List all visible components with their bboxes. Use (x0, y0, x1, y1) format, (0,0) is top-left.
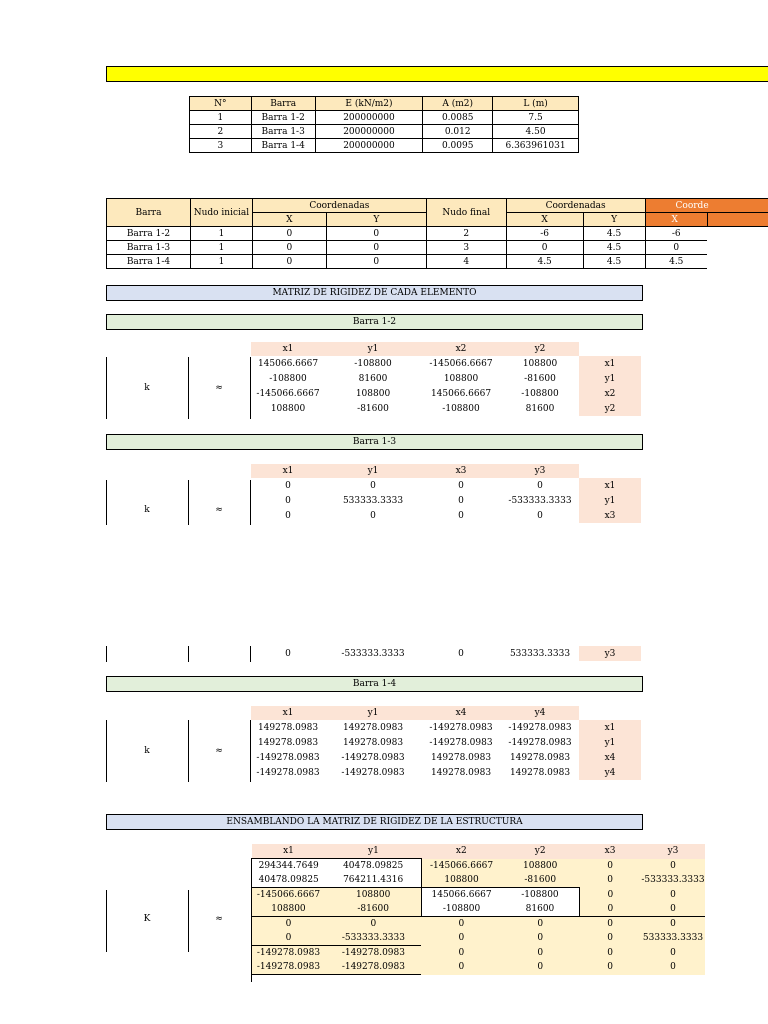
section-element-stiffness: MATRIZ DE RIGIDEZ DE CADA ELEMENTO (106, 285, 643, 301)
cell: 149278.0983 (509, 752, 571, 763)
cell-blank (707, 227, 768, 241)
header-length: L (m) (493, 97, 579, 111)
header-coordenadas-extra: Coorde (645, 199, 768, 213)
approx-symbol: ≈ (215, 914, 223, 924)
cell: 4.5 (506, 255, 583, 269)
col-label: y1 (325, 464, 421, 478)
cell: 0 (252, 255, 326, 269)
table-row (251, 401, 641, 416)
table-row (252, 859, 706, 874)
cell: -149278.0983 (508, 722, 572, 733)
col-label: y1 (325, 706, 421, 720)
cell: 200000000 (315, 111, 423, 125)
cell: 2 (190, 125, 252, 139)
cell: 533333.3333 (641, 931, 705, 946)
row-label: x2 (579, 386, 641, 401)
cell: -149278.0983 (508, 737, 572, 748)
header-x: X (645, 213, 707, 227)
row-label: y4 (579, 765, 641, 780)
cell: 108800 (522, 358, 558, 369)
title-band (106, 66, 768, 82)
col-label: x3 (579, 844, 641, 859)
header-x: X (252, 213, 326, 227)
header-y: Y (583, 213, 645, 227)
table-row (252, 931, 706, 946)
cell: -149278.0983 (341, 767, 405, 778)
cell: 0 (501, 946, 579, 961)
cell: 0 (641, 888, 705, 903)
cell: -108800 (521, 388, 559, 399)
table-row (251, 371, 641, 386)
bar13-title: Barra 1-3 (106, 434, 643, 450)
cell: 0 (421, 931, 501, 946)
table-row (252, 888, 706, 903)
table-row (252, 902, 706, 917)
cell: 108800 (443, 373, 479, 384)
table-row (251, 508, 641, 523)
table-row (252, 873, 706, 888)
row-label: x1 (579, 356, 641, 371)
table-row (190, 139, 579, 153)
cell: -108800 (354, 358, 392, 369)
cell: 0 (326, 241, 426, 255)
cell: 0 (458, 510, 464, 521)
cell: 1 (190, 111, 252, 125)
cell: 0 (285, 480, 291, 491)
cell: 0 (537, 510, 543, 521)
col-label-blank (579, 464, 641, 478)
cell: 145066.6667 (430, 388, 492, 399)
row-label: x1 (579, 478, 641, 493)
table-row (107, 255, 768, 269)
cell: 149278.0983 (257, 722, 319, 733)
cell: 108800 (252, 902, 326, 917)
bar13-matrix-continued (251, 646, 641, 661)
cell: 0 (501, 960, 579, 975)
row-label: x4 (579, 750, 641, 765)
cell: 0 (285, 495, 291, 506)
cell: 4 (426, 255, 506, 269)
bar12-matrix (251, 342, 641, 416)
cell: 0.012 (423, 125, 493, 139)
approx-symbol: ≈ (215, 746, 223, 756)
cell: 0 (458, 648, 464, 659)
header-y: Y (326, 213, 426, 227)
table-row (251, 720, 641, 735)
cell: 81600 (525, 403, 555, 414)
cell: 0 (252, 241, 326, 255)
matrix-header-row (252, 844, 706, 859)
cell: 81600 (358, 373, 388, 384)
cell: -533333.3333 (325, 931, 421, 946)
matrix-header-row (251, 342, 641, 356)
cell: -533333.3333 (641, 873, 705, 888)
cell: 0 (370, 510, 376, 521)
k-symbol: k (144, 383, 150, 393)
col-label: x1 (251, 342, 325, 356)
header-modulus: E (kN/m2) (315, 97, 423, 111)
cell: Barra 1-2 (107, 227, 191, 241)
section-assembly: ENSAMBLANDO LA MATRIZ DE RIGIDEZ DE LA ESTRUCTURA (106, 814, 643, 830)
cell: 0 (285, 510, 291, 521)
cell: 200000000 (315, 125, 423, 139)
bar12-title: Barra 1-2 (106, 314, 643, 330)
col-label: x1 (251, 706, 325, 720)
cell: 108800 (355, 388, 391, 399)
table-row (252, 960, 706, 975)
cell: -533333.3333 (508, 495, 572, 506)
table-row (251, 493, 641, 508)
cell: 0 (579, 859, 641, 874)
row-label: y3 (579, 646, 641, 661)
k-symbol: k (144, 746, 150, 756)
cell: 0 (458, 495, 464, 506)
cell: -149278.0983 (252, 960, 326, 975)
col-label: x1 (251, 464, 325, 478)
row-label: y1 (579, 493, 641, 508)
cell: 149278.0983 (509, 767, 571, 778)
table-row (251, 750, 641, 765)
cell: 3 (426, 241, 506, 255)
col-label-blank (579, 706, 641, 720)
row-label: y1 (579, 371, 641, 386)
header-x: X (506, 213, 583, 227)
table-row (107, 227, 768, 241)
cell: Barra 1-4 (107, 255, 191, 269)
cell: 0 (579, 888, 641, 903)
cell: 0 (370, 480, 376, 491)
approx-symbol: ≈ (215, 383, 223, 393)
header-nudo-final: Nudo final (426, 199, 506, 227)
cell: -149278.0983 (429, 737, 493, 748)
cell: -149278.0983 (325, 960, 421, 975)
properties-table (189, 96, 579, 153)
cell: -81600 (501, 873, 579, 888)
header-coordenadas-final: Coordenadas (506, 199, 645, 213)
table-row (251, 356, 641, 371)
cell: -149278.0983 (325, 946, 421, 961)
cell: 6.363961031 (493, 139, 579, 153)
cell: 0 (501, 931, 579, 946)
cell: -145066.6667 (421, 859, 501, 874)
k-symbol: k (144, 505, 150, 515)
cell: -145066.6667 (252, 888, 326, 903)
cell: 0 (501, 917, 579, 932)
cell: -149278.0983 (256, 767, 320, 778)
cell: -108800 (442, 403, 480, 414)
cell: 0 (285, 648, 291, 659)
col-label: x2 (421, 844, 501, 859)
cell: 533333.3333 (342, 495, 404, 506)
header-barra: Barra (251, 97, 315, 111)
table-row (190, 125, 579, 139)
cell: 3 (190, 139, 252, 153)
cell: 1 (190, 241, 252, 255)
col-label: y3 (641, 844, 705, 859)
cell: 0 (641, 902, 705, 917)
bracket-line (106, 480, 107, 525)
table-row (107, 241, 768, 255)
table-row (252, 946, 706, 961)
matrix-header-row (251, 464, 641, 478)
cell: 108800 (270, 403, 306, 414)
cell: 108800 (325, 888, 421, 903)
cell: 0 (252, 227, 326, 241)
cell: 0 (641, 859, 705, 874)
cell: 4.5 (645, 255, 707, 269)
table-row (252, 917, 706, 932)
cell: -81600 (357, 403, 389, 414)
bar14-title: Barra 1-4 (106, 676, 643, 692)
cell: Barra 1-3 (251, 125, 315, 139)
cell: 0 (645, 241, 707, 255)
cell: -108800 (269, 373, 307, 384)
cell: 1 (190, 255, 252, 269)
cell: 0 (579, 946, 641, 961)
row-label: x3 (579, 508, 641, 523)
col-label-blank (579, 342, 641, 356)
K-symbol: K (143, 914, 151, 924)
cell: 0 (579, 902, 641, 917)
cell: 145066.6667 (257, 358, 319, 369)
row-label: y1 (579, 735, 641, 750)
cell: -108800 (501, 888, 579, 903)
table-row (251, 386, 641, 401)
cell: 0 (252, 931, 326, 946)
cell: -108800 (421, 902, 501, 917)
cell: -149278.0983 (252, 946, 326, 961)
header-coordenadas-inicial: Coordenadas (252, 199, 426, 213)
col-label: x4 (421, 706, 501, 720)
cell: -81600 (524, 373, 556, 384)
cell: -6 (645, 227, 707, 241)
cell: 149278.0983 (430, 767, 492, 778)
cell: 533333.3333 (509, 648, 571, 659)
cell: -149278.0983 (256, 752, 320, 763)
cell: 149278.0983 (342, 722, 404, 733)
header-blank (707, 213, 768, 227)
matrix-header-row (251, 706, 641, 720)
cell-blank (707, 255, 768, 269)
cell: 81600 (501, 902, 579, 917)
col-label: y2 (501, 342, 579, 356)
cell: 0 (537, 480, 543, 491)
cell: 0 (641, 960, 705, 975)
table-row (251, 646, 641, 661)
cell: Barra 1-4 (251, 139, 315, 153)
row-label: y2 (579, 401, 641, 416)
coordinates-table (106, 198, 768, 269)
cell: 0 (579, 960, 641, 975)
cell: -149278.0983 (429, 722, 493, 733)
header-area: A (m2) (423, 97, 493, 111)
cell: 40478.09825 (325, 859, 421, 874)
cell: 0 (458, 480, 464, 491)
cell: -145066.6667 (256, 388, 320, 399)
cell: 149278.0983 (257, 737, 319, 748)
cell: -149278.0983 (341, 752, 405, 763)
bracket-line (188, 646, 189, 662)
cell: 145066.6667 (421, 888, 501, 903)
cell: 1 (190, 227, 252, 241)
cell: 0 (326, 227, 426, 241)
cell: 0.0095 (423, 139, 493, 153)
cell: 2 (426, 227, 506, 241)
table-row (251, 765, 641, 780)
cell: 0 (579, 873, 641, 888)
cell-blank (707, 241, 768, 255)
col-label: y1 (325, 844, 421, 859)
approx-symbol: ≈ (215, 505, 223, 515)
properties-header-row (190, 97, 579, 111)
col-label: y1 (325, 342, 421, 356)
cell: 0 (579, 917, 641, 932)
cell: 108800 (421, 873, 501, 888)
global-stiffness-matrix (251, 844, 705, 975)
cell: 149278.0983 (342, 737, 404, 748)
cell: 4.50 (493, 125, 579, 139)
bar14-matrix (251, 706, 641, 780)
bracket-line (188, 480, 189, 525)
cell: 7.5 (493, 111, 579, 125)
col-label: x2 (421, 342, 501, 356)
header-number: N° (190, 97, 252, 111)
cell: -145066.6667 (429, 358, 493, 369)
cell: -6 (506, 227, 583, 241)
cell: Barra 1-2 (251, 111, 315, 125)
cell: 294344.7649 (252, 859, 326, 874)
table-row (251, 735, 641, 750)
col-label: y4 (501, 706, 579, 720)
cell: 0.0085 (423, 111, 493, 125)
cell: -533333.3333 (341, 648, 405, 659)
cell: 0 (421, 960, 501, 975)
cell: 0 (641, 946, 705, 961)
header-nudo-inicial: Nudo inicial (190, 199, 252, 227)
bar13-matrix (251, 464, 641, 523)
cell: 200000000 (315, 139, 423, 153)
cell: 0 (325, 917, 421, 932)
cell: 0 (421, 917, 501, 932)
cell: 0 (579, 931, 641, 946)
cell: 0 (326, 255, 426, 269)
table-row (251, 478, 641, 493)
cell: 0 (641, 917, 705, 932)
cell: 4.5 (583, 227, 645, 241)
cell: 108800 (501, 859, 579, 874)
cell: Barra 1-3 (107, 241, 191, 255)
coords-header-row (107, 199, 768, 213)
row-label: x1 (579, 720, 641, 735)
cell: 0 (252, 917, 326, 932)
table-row (190, 111, 579, 125)
col-label: y2 (501, 844, 579, 859)
cell: 149278.0983 (430, 752, 492, 763)
cell: 764211.4316 (325, 873, 421, 888)
cell: 0 (506, 241, 583, 255)
col-label: x1 (252, 844, 326, 859)
cell: 40478.09825 (252, 873, 326, 888)
cell: 4.5 (583, 241, 645, 255)
header-barra: Barra (107, 199, 191, 227)
cell: 0 (421, 946, 501, 961)
cell: 4.5 (583, 255, 645, 269)
cell: -81600 (325, 902, 421, 917)
col-label: y3 (501, 464, 579, 478)
bracket-line (106, 646, 107, 662)
matrix-left-border (251, 858, 252, 982)
col-label: x3 (421, 464, 501, 478)
